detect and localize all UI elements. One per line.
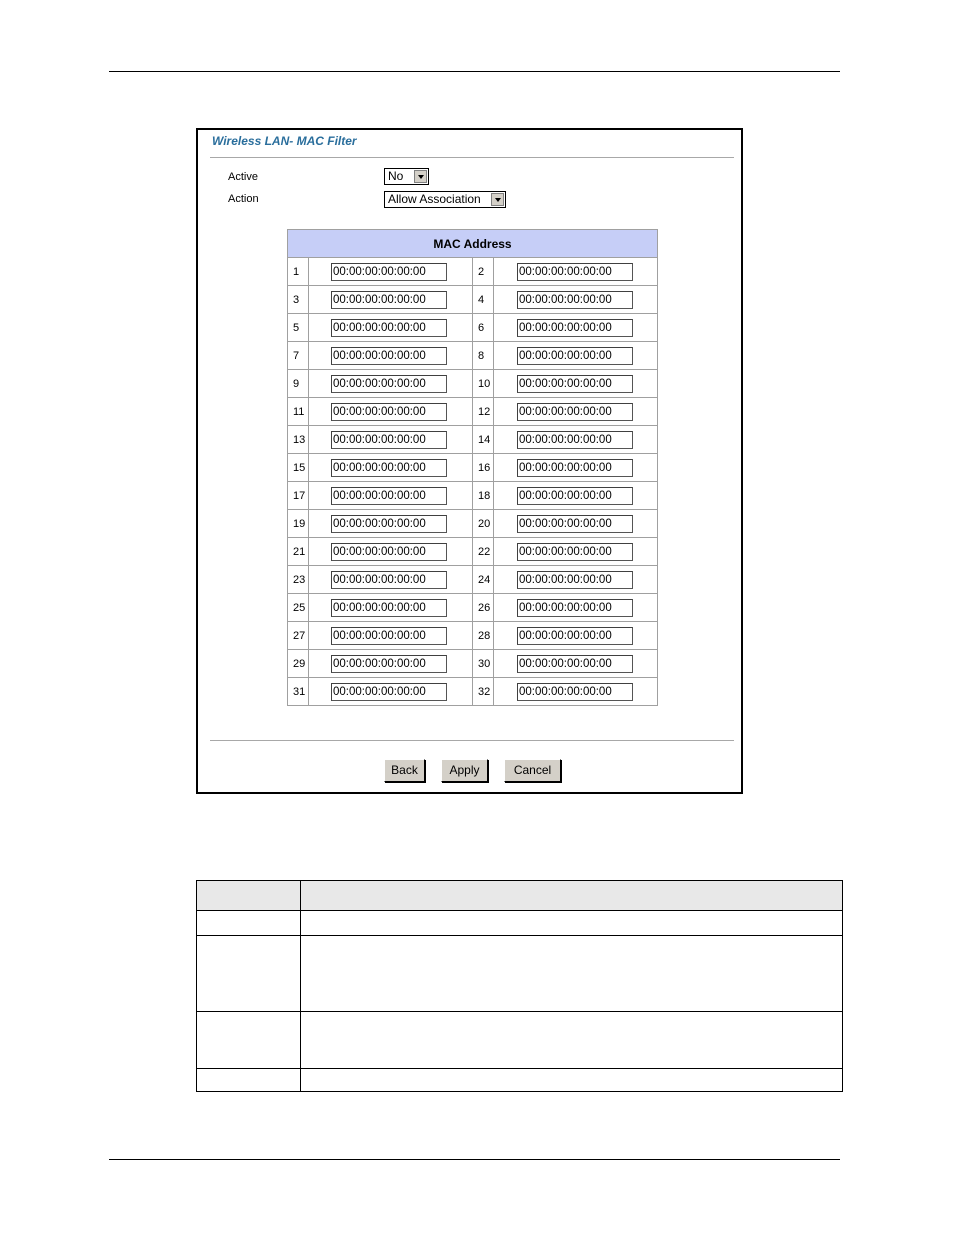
mac-entry-cell xyxy=(494,258,658,286)
mac-entry-number: 1 xyxy=(288,258,309,286)
mac-entry-cell xyxy=(309,510,473,538)
table-cell xyxy=(301,911,843,936)
mac-entry-number: 24 xyxy=(473,566,494,594)
title-divider xyxy=(210,157,734,158)
mac-address-input[interactable]: 00:00:00:00:00:00 xyxy=(331,599,447,617)
mac-entry-cell xyxy=(494,566,658,594)
mac-address-input[interactable]: 00:00:00:00:00:00 xyxy=(517,291,633,309)
mac-address-input[interactable]: 00:00:00:00:00:00 xyxy=(517,403,633,421)
mac-entry-cell xyxy=(494,342,658,370)
mac-address-input[interactable]: 00:00:00:00:00:00 xyxy=(517,347,633,365)
table-row xyxy=(288,510,658,538)
mac-entry-cell xyxy=(309,342,473,370)
chevron-down-icon[interactable] xyxy=(491,193,504,206)
action-select-value: Allow Association xyxy=(388,192,481,206)
mac-address-input[interactable]: 00:00:00:00:00:00 xyxy=(331,571,447,589)
mac-address-input[interactable]: 00:00:00:00:00:00 xyxy=(517,543,633,561)
mac-address-input[interactable]: 00:00:00:00:00:00 xyxy=(331,375,447,393)
mac-address-input[interactable]: 00:00:00:00:00:00 xyxy=(331,515,447,533)
mac-address-input[interactable]: 00:00:00:00:00:00 xyxy=(517,319,633,337)
table-row xyxy=(288,594,658,622)
table-row xyxy=(288,286,658,314)
table-row xyxy=(197,936,843,1012)
mac-entry-number: 26 xyxy=(473,594,494,622)
table-row xyxy=(288,314,658,342)
mac-entry-cell xyxy=(309,454,473,482)
mac-address-input[interactable]: 00:00:00:00:00:00 xyxy=(331,627,447,645)
active-select-value: No xyxy=(388,169,404,183)
mac-entry-cell xyxy=(494,538,658,566)
table-row xyxy=(288,538,658,566)
mac-entry-number: 21 xyxy=(288,538,309,566)
table-cell xyxy=(197,911,301,936)
mac-entry-number: 28 xyxy=(473,622,494,650)
table-row xyxy=(197,1069,843,1092)
table-row xyxy=(288,678,658,706)
mac-entry-cell xyxy=(494,510,658,538)
mac-address-input[interactable]: 00:00:00:00:00:00 xyxy=(517,487,633,505)
mac-entry-cell xyxy=(494,678,658,706)
mac-entry-number: 31 xyxy=(288,678,309,706)
mac-entry-number: 18 xyxy=(473,482,494,510)
table-cell xyxy=(301,881,843,911)
mac-entry-cell xyxy=(494,650,658,678)
mac-entry-cell xyxy=(494,426,658,454)
mac-entry-number: 25 xyxy=(288,594,309,622)
mac-address-input[interactable]: 00:00:00:00:00:00 xyxy=(331,431,447,449)
field-description-table xyxy=(196,880,843,1092)
mac-entry-cell xyxy=(309,678,473,706)
table-row xyxy=(288,482,658,510)
mac-address-input[interactable]: 00:00:00:00:00:00 xyxy=(331,291,447,309)
mac-entry-number: 13 xyxy=(288,426,309,454)
mac-entry-cell xyxy=(309,398,473,426)
mac-entry-number: 30 xyxy=(473,650,494,678)
mac-entry-cell xyxy=(309,286,473,314)
mac-entry-number: 23 xyxy=(288,566,309,594)
table-row xyxy=(288,398,658,426)
mac-entry-cell xyxy=(309,482,473,510)
mac-entry-number: 10 xyxy=(473,370,494,398)
mac-address-input[interactable]: 00:00:00:00:00:00 xyxy=(517,627,633,645)
mac-entry-number: 2 xyxy=(473,258,494,286)
mac-entry-number: 7 xyxy=(288,342,309,370)
table-row xyxy=(288,622,658,650)
mac-entry-number: 19 xyxy=(288,510,309,538)
mac-address-input[interactable]: 00:00:00:00:00:00 xyxy=(517,375,633,393)
mac-entry-number: 4 xyxy=(473,286,494,314)
mac-entry-number: 12 xyxy=(473,398,494,426)
mac-entry-number: 32 xyxy=(473,678,494,706)
mac-entry-number: 22 xyxy=(473,538,494,566)
mac-address-input[interactable]: 00:00:00:00:00:00 xyxy=(517,571,633,589)
mac-address-input[interactable]: 00:00:00:00:00:00 xyxy=(331,543,447,561)
action-select[interactable] xyxy=(384,191,506,208)
footer-divider xyxy=(210,740,734,741)
back-button[interactable]: Back xyxy=(384,759,425,782)
mac-filter-screen xyxy=(196,128,743,794)
screen-title: Wireless LAN- MAC Filter xyxy=(212,134,357,148)
apply-button[interactable]: Apply xyxy=(441,759,488,782)
mac-entry-number: 6 xyxy=(473,314,494,342)
mac-entry-cell xyxy=(309,370,473,398)
table-row xyxy=(197,1012,843,1069)
table-row xyxy=(288,370,658,398)
mac-entry-number: 11 xyxy=(288,398,309,426)
table-row xyxy=(288,650,658,678)
mac-entry-number: 14 xyxy=(473,426,494,454)
table-row xyxy=(288,454,658,482)
mac-entry-cell xyxy=(309,314,473,342)
mac-entry-number: 20 xyxy=(473,510,494,538)
table-row xyxy=(197,911,843,936)
table-cell xyxy=(197,881,301,911)
cancel-button[interactable]: Cancel xyxy=(504,759,561,782)
mac-address-input[interactable]: 00:00:00:00:00:00 xyxy=(331,655,447,673)
mac-address-input[interactable]: 00:00:00:00:00:00 xyxy=(331,459,447,477)
mac-address-input[interactable]: 00:00:00:00:00:00 xyxy=(331,319,447,337)
mac-entry-number: 16 xyxy=(473,454,494,482)
mac-address-input[interactable]: 00:00:00:00:00:00 xyxy=(517,459,633,477)
mac-entry-number: 9 xyxy=(288,370,309,398)
table-cell xyxy=(197,936,301,1012)
mac-address-header: MAC Address xyxy=(288,230,658,258)
table-row xyxy=(197,881,843,911)
mac-address-input[interactable]: 00:00:00:00:00:00 xyxy=(331,263,447,281)
table-row xyxy=(288,258,658,286)
mac-entry-number: 29 xyxy=(288,650,309,678)
mac-entry-cell xyxy=(494,622,658,650)
mac-address-input[interactable]: 00:00:00:00:00:00 xyxy=(331,347,447,365)
mac-address-input[interactable]: 00:00:00:00:00:00 xyxy=(331,683,447,701)
mac-entry-cell xyxy=(309,258,473,286)
table-cell xyxy=(301,1012,843,1069)
mac-entry-number: 5 xyxy=(288,314,309,342)
mac-address-input[interactable]: 00:00:00:00:00:00 xyxy=(517,683,633,701)
table-row xyxy=(288,426,658,454)
mac-entry-cell xyxy=(494,398,658,426)
mac-address-input[interactable]: 00:00:00:00:00:00 xyxy=(517,599,633,617)
page-header-rule xyxy=(109,71,840,72)
mac-entry-cell xyxy=(494,314,658,342)
table-cell xyxy=(197,1069,301,1092)
mac-entry-number: 8 xyxy=(473,342,494,370)
mac-entry-cell xyxy=(494,482,658,510)
active-label: Active xyxy=(228,171,258,183)
mac-entry-cell xyxy=(309,538,473,566)
mac-address-input[interactable]: 00:00:00:00:00:00 xyxy=(331,487,447,505)
table-cell xyxy=(301,1069,843,1092)
mac-entry-cell xyxy=(309,426,473,454)
mac-address-input[interactable]: 00:00:00:00:00:00 xyxy=(517,263,633,281)
mac-entry-number: 17 xyxy=(288,482,309,510)
mac-entry-cell xyxy=(309,622,473,650)
mac-entry-cell xyxy=(309,650,473,678)
chevron-down-icon[interactable] xyxy=(414,170,427,183)
action-label: Action xyxy=(228,193,259,205)
mac-address-input[interactable]: 00:00:00:00:00:00 xyxy=(517,655,633,673)
page-footer-rule xyxy=(109,1159,840,1160)
mac-entry-cell xyxy=(309,594,473,622)
mac-entry-cell xyxy=(494,370,658,398)
mac-entry-cell xyxy=(494,454,658,482)
mac-address-input[interactable]: 00:00:00:00:00:00 xyxy=(517,515,633,533)
mac-address-table xyxy=(287,229,658,706)
mac-entry-cell xyxy=(309,566,473,594)
mac-entry-number: 15 xyxy=(288,454,309,482)
mac-entry-cell xyxy=(494,286,658,314)
table-cell xyxy=(301,936,843,1012)
mac-entry-cell xyxy=(494,594,658,622)
mac-entry-number: 27 xyxy=(288,622,309,650)
mac-address-input[interactable]: 00:00:00:00:00:00 xyxy=(517,431,633,449)
table-row xyxy=(288,566,658,594)
mac-entry-number: 3 xyxy=(288,286,309,314)
table-row xyxy=(288,342,658,370)
active-select[interactable] xyxy=(384,168,429,185)
mac-address-input[interactable]: 00:00:00:00:00:00 xyxy=(331,403,447,421)
table-cell xyxy=(197,1012,301,1069)
